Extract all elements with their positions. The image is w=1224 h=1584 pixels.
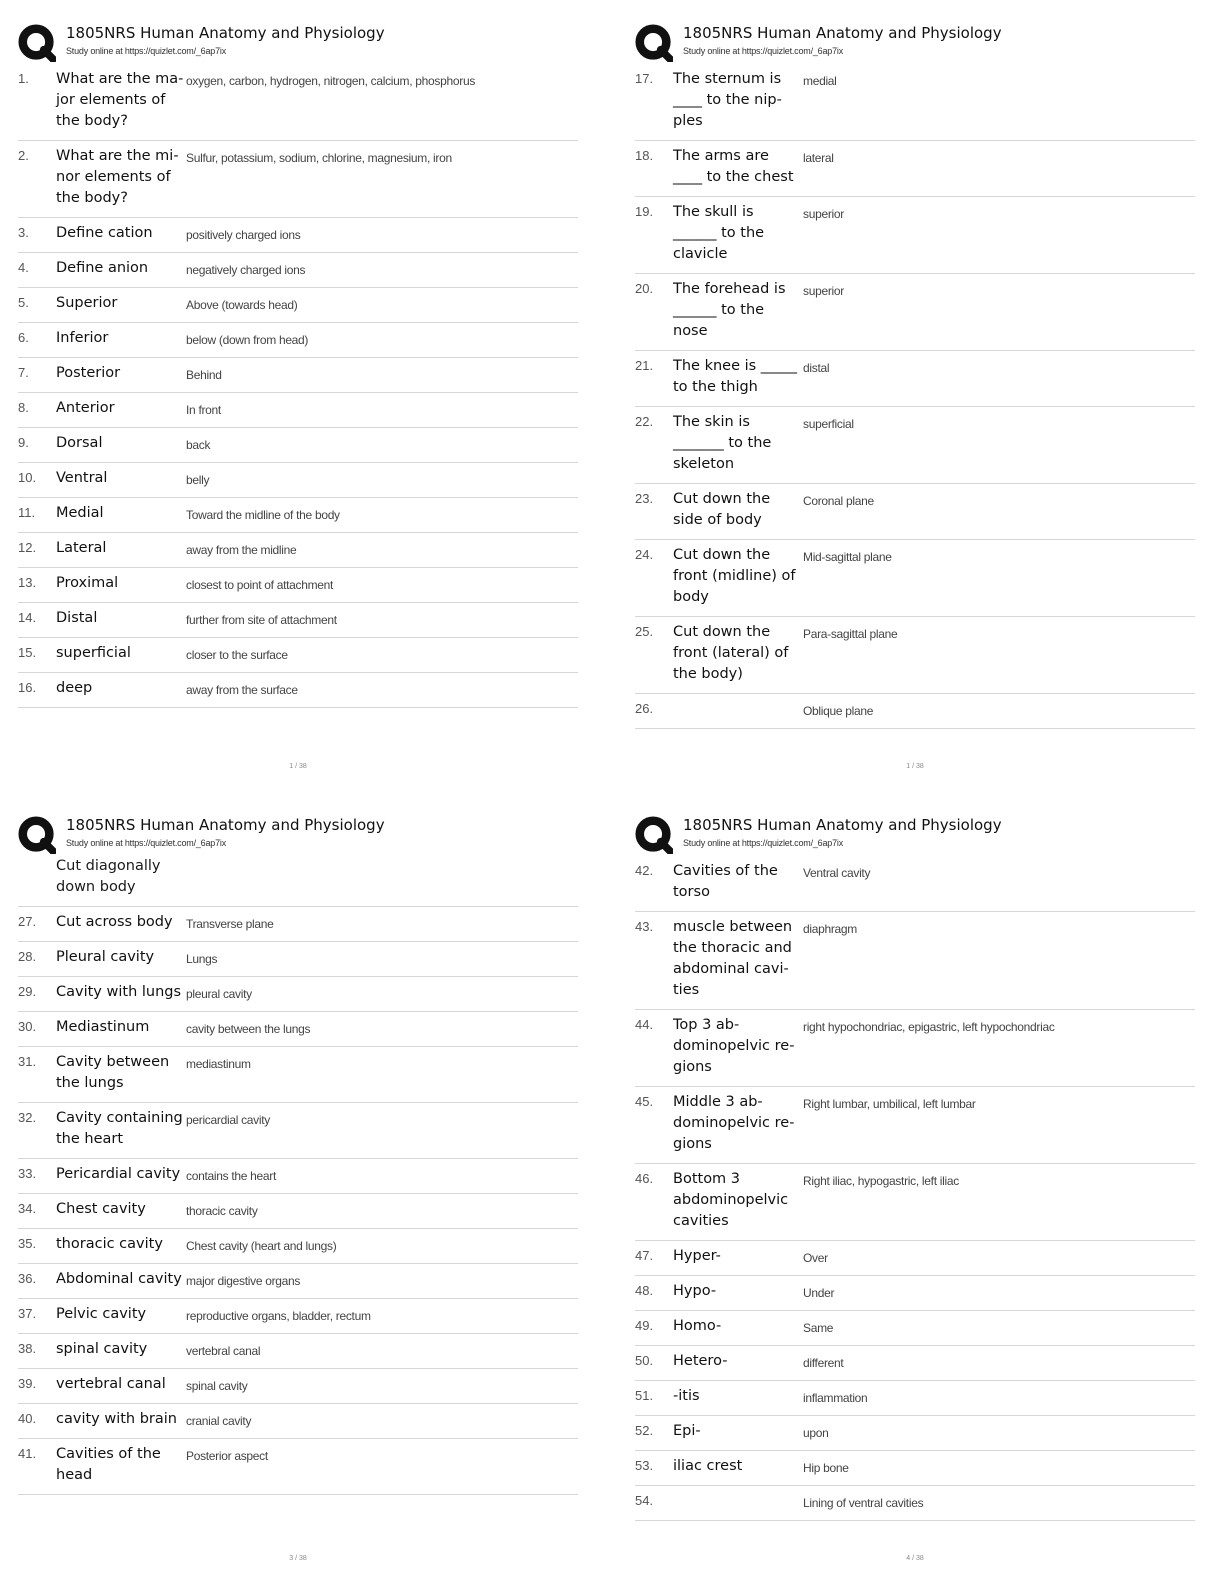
quizlet-logo-icon	[18, 816, 56, 854]
page-subtitle: Study online at https://quizlet.com/_6ap7ix	[683, 838, 844, 848]
page-header	[635, 18, 1195, 64]
card-number: 12.	[18, 540, 37, 555]
page-subtitle: Study online at https://quizlet.com/_6ap7ix	[66, 46, 227, 56]
page-1	[18, 18, 578, 788]
card-term: Top 3 ab- dominopelvic re- gions	[673, 1017, 795, 1075]
card-number: 35.	[18, 1236, 37, 1251]
card-definition: positively charged ions	[186, 228, 301, 242]
card-term: Define anion	[56, 260, 149, 276]
flashcard-row	[635, 1087, 1195, 1164]
card-definition: pericardial cavity	[186, 1113, 270, 1127]
page-number: 1 / 38	[289, 763, 307, 770]
flashcard-row	[18, 1264, 578, 1299]
card-term: thoracic cavity	[56, 1236, 163, 1252]
flashcard-row	[635, 141, 1195, 197]
card-number: 24.	[635, 547, 654, 562]
card-number: 36.	[18, 1271, 37, 1286]
card-definition: Under	[803, 1286, 835, 1300]
card-definition: closer to the surface	[186, 648, 288, 662]
card-term: Hetero-	[673, 1353, 728, 1369]
flashcard-row	[18, 141, 578, 218]
card-definition: Behind	[186, 368, 222, 382]
flashcard-row	[18, 428, 578, 463]
card-term: Posterior	[56, 365, 121, 381]
card-term: Hypo-	[673, 1283, 717, 1299]
card-term: Cavities of the torso	[673, 863, 778, 900]
card-number: 47.	[635, 1248, 654, 1263]
card-definition: lateral	[803, 151, 834, 165]
flashcard-row	[18, 1404, 578, 1439]
card-term: Pleural cavity	[56, 949, 155, 965]
card-definition: pleural cavity	[186, 987, 252, 1001]
page-header	[18, 810, 578, 856]
card-definition: back	[186, 438, 211, 452]
card-definition: Mid-sagittal plane	[803, 550, 892, 564]
card-term: Pelvic cavity	[56, 1306, 147, 1322]
card-number: 53.	[635, 1458, 654, 1473]
page-4	[635, 810, 1195, 1580]
card-term: Cavity with lungs	[56, 984, 182, 1000]
flashcard-row	[635, 64, 1195, 141]
flashcard-row	[18, 1159, 578, 1194]
card-definition: Chest cavity (heart and lungs)	[186, 1239, 337, 1253]
card-definition: mediastinum	[186, 1057, 251, 1071]
card-number: 10.	[18, 470, 37, 485]
card-definition: Same	[803, 1321, 834, 1335]
flashcard-row	[635, 617, 1195, 694]
card-term: Hyper-	[673, 1248, 721, 1264]
card-number: 14.	[18, 610, 37, 625]
card-term: Distal	[56, 610, 98, 626]
card-number: 29.	[18, 984, 37, 999]
flashcard-row	[635, 540, 1195, 617]
page-number: 4 / 38	[906, 1555, 924, 1562]
card-term: spinal cavity	[56, 1341, 148, 1357]
card-term	[673, 699, 803, 720]
card-number: 16.	[18, 680, 37, 695]
page-number: 3 / 38	[289, 1555, 307, 1562]
card-term: -itis	[673, 1388, 700, 1404]
card-term: deep	[56, 680, 93, 696]
flashcard-row	[635, 1010, 1195, 1087]
card-number: 4.	[18, 260, 29, 275]
flashcard-row	[635, 1486, 1195, 1521]
card-term: Lateral	[56, 540, 107, 556]
card-definition: Lining of ventral cavities	[803, 1496, 924, 1510]
card-definition: superior	[803, 284, 844, 298]
flashcard-row	[635, 197, 1195, 274]
card-term: The skin is _______ to the skeleton	[673, 414, 772, 472]
card-number: 51.	[635, 1388, 654, 1403]
flashcard-row	[18, 673, 578, 708]
card-term: Dorsal	[56, 435, 103, 451]
card-number: 37.	[18, 1306, 37, 1321]
card-definition: diaphragm	[803, 922, 858, 936]
card-definition: Toward the midline of the body	[186, 508, 340, 522]
flashcard-row	[18, 1439, 578, 1495]
card-term: Superior	[56, 295, 118, 311]
quizlet-logo-icon	[635, 24, 673, 62]
flashcard-row	[635, 1346, 1195, 1381]
card-number: 32.	[18, 1110, 37, 1125]
card-number: 43.	[635, 919, 654, 934]
card-term: Anterior	[56, 400, 115, 416]
card-definition: Right iliac, hypogastric, left iliac	[803, 1174, 959, 1188]
flashcard-list	[18, 64, 578, 708]
card-definition: Coronal plane	[803, 494, 874, 508]
card-definition: medial	[803, 74, 837, 88]
card-term: Cut down the front (midline) of body	[673, 547, 796, 605]
card-number: 44.	[635, 1017, 654, 1032]
card-number: 30.	[18, 1019, 37, 1034]
card-definition: thoracic cavity	[186, 1204, 258, 1218]
flashcard-row	[18, 638, 578, 673]
flashcard-row	[18, 1194, 578, 1229]
quizlet-logo-icon	[18, 24, 56, 62]
card-definition: Over	[803, 1251, 828, 1265]
flashcard-row	[18, 1229, 578, 1264]
card-term: The knee is _____ to the thigh	[673, 358, 798, 395]
page-number: 1 / 38	[906, 763, 924, 770]
card-number: 33.	[18, 1166, 37, 1181]
card-definition: Above (towards head)	[186, 298, 298, 312]
flashcard-row	[18, 942, 578, 977]
card-term: Medial	[56, 505, 104, 521]
card-definition: oxygen, carbon, hydrogen, nitrogen, calcium, phosphorus	[186, 74, 476, 88]
card-definition: away from the midline	[186, 543, 297, 557]
card-number: 50.	[635, 1353, 654, 1368]
flashcard-row	[635, 694, 1195, 729]
card-definition: reproductive organs, bladder, rectum	[186, 1309, 371, 1323]
flashcard-row	[18, 603, 578, 638]
card-number: 22.	[635, 414, 654, 429]
card-definition: Hip bone	[803, 1461, 849, 1475]
card-term: cavity with brain	[56, 1411, 177, 1427]
card-definition: superficial	[803, 417, 854, 431]
card-number: 27.	[18, 914, 37, 929]
card-term: Epi-	[673, 1423, 701, 1439]
flashcard-row	[18, 907, 578, 942]
card-definition: closest to point of attachment	[186, 578, 334, 592]
page-title: 1805NRS Human Anatomy and Physiology	[66, 816, 385, 834]
flashcard-row	[18, 1334, 578, 1369]
card-definition: Posterior aspect	[186, 1449, 268, 1463]
card-term: What are the ma- jor elements of the body?	[56, 71, 184, 129]
flashcard-row	[18, 1369, 578, 1404]
card-term: superficial	[56, 645, 131, 661]
card-number: 54.	[635, 1493, 654, 1508]
page-title: 1805NRS Human Anatomy and Physiology	[66, 24, 385, 42]
flashcard-row	[635, 1451, 1195, 1486]
card-term: Homo-	[673, 1318, 722, 1334]
card-definition: inflammation	[803, 1391, 868, 1405]
card-number: 13.	[18, 575, 37, 590]
card-term: muscle between the thoracic and abdominal cavi- ties	[673, 919, 793, 998]
flashcard-row	[635, 407, 1195, 484]
card-term: Mediastinum	[56, 1019, 150, 1035]
card-term: Middle 3 ab- dominopelvic re- gions	[673, 1094, 795, 1152]
card-number: 21.	[635, 358, 654, 373]
page-header	[635, 810, 1195, 856]
card-number: 39.	[18, 1376, 37, 1391]
card-number: 9.	[18, 435, 29, 450]
card-definition: Lungs	[186, 952, 218, 966]
flashcard-row	[635, 1311, 1195, 1346]
card-number: 48.	[635, 1283, 654, 1298]
flashcard-row	[18, 323, 578, 358]
card-number: 38.	[18, 1341, 37, 1356]
flashcard-list	[18, 907, 578, 1495]
continued-term: Cut diagonally down body	[18, 856, 578, 907]
card-number: 8.	[18, 400, 29, 415]
card-term: Cavity containing the heart	[56, 1110, 183, 1147]
card-number: 45.	[635, 1094, 654, 1109]
card-term: Bottom 3 abdominopelvic cavities	[673, 1171, 789, 1229]
flashcard-row	[635, 912, 1195, 1010]
flashcard-row	[635, 1416, 1195, 1451]
flashcard-row	[18, 1047, 578, 1103]
card-definition: upon	[803, 1426, 829, 1440]
card-number: 3.	[18, 225, 29, 240]
flashcard-row	[18, 977, 578, 1012]
card-number: 7.	[18, 365, 29, 380]
card-definition: major digestive organs	[186, 1274, 301, 1288]
card-term: Inferior	[56, 330, 109, 346]
card-definition: Right lumbar, umbilical, left lumbar	[803, 1097, 976, 1111]
card-definition: cavity between the lungs	[186, 1022, 311, 1036]
card-definition: distal	[803, 361, 830, 375]
page-subtitle: Study online at https://quizlet.com/_6ap7ix	[66, 838, 227, 848]
page-3	[18, 810, 578, 1580]
card-definition: vertebral canal	[186, 1344, 261, 1358]
flashcard-row	[635, 1241, 1195, 1276]
card-number: 34.	[18, 1201, 37, 1216]
card-definition: different	[803, 1356, 844, 1370]
card-definition: belly	[186, 473, 210, 487]
page-subtitle: Study online at https://quizlet.com/_6ap7ix	[683, 46, 844, 56]
card-term: Cut down the side of body	[673, 491, 771, 528]
card-definition: Oblique plane	[803, 704, 874, 718]
card-number: 40.	[18, 1411, 37, 1426]
card-number: 26.	[635, 701, 654, 716]
card-term: Proximal	[56, 575, 119, 591]
card-number: 11.	[18, 505, 36, 520]
card-term: Cut down the front (lateral) of the body)	[673, 624, 789, 682]
card-definition: Ventral cavity	[803, 866, 871, 880]
flashcard-row	[635, 1276, 1195, 1311]
card-number: 23.	[635, 491, 654, 506]
card-term: What are the mi- nor elements of the body?	[56, 148, 179, 206]
flashcard-row	[18, 533, 578, 568]
flashcard-row	[635, 1381, 1195, 1416]
card-number: 25.	[635, 624, 654, 639]
page-2	[635, 18, 1195, 788]
card-term: Ventral	[56, 470, 108, 486]
flashcard-row	[18, 253, 578, 288]
card-number: 28.	[18, 949, 37, 964]
card-term: Abdominal cavity	[56, 1271, 182, 1287]
flashcard-row	[635, 484, 1195, 540]
flashcard-row	[18, 463, 578, 498]
flashcard-row	[18, 64, 578, 141]
card-definition: Para-sagittal plane	[803, 627, 898, 641]
flashcard-row	[18, 498, 578, 533]
card-number: 5.	[18, 295, 29, 310]
card-number: 52.	[635, 1423, 654, 1438]
flashcard-list	[635, 64, 1195, 729]
quizlet-logo-icon	[635, 816, 673, 854]
flashcard-row	[18, 358, 578, 393]
card-number: 41.	[18, 1446, 37, 1461]
card-definition: Sulfur, potassium, sodium, chlorine, magnesium, iron	[186, 151, 452, 165]
flashcard-row	[635, 856, 1195, 912]
page-title: 1805NRS Human Anatomy and Physiology	[683, 816, 1002, 834]
card-number: 1.	[18, 71, 29, 86]
card-number: 6.	[18, 330, 29, 345]
flashcard-row	[18, 218, 578, 253]
card-number: 15.	[18, 645, 37, 660]
flashcard-row	[18, 568, 578, 603]
card-number: 49.	[635, 1318, 654, 1333]
card-number: 31.	[18, 1054, 37, 1069]
card-definition: further from site of attachment	[186, 613, 337, 627]
card-definition: Transverse plane	[186, 917, 274, 931]
page-header	[18, 18, 578, 64]
card-definition: cranial cavity	[186, 1414, 252, 1428]
page-title: 1805NRS Human Anatomy and Physiology	[683, 24, 1002, 42]
card-term: iliac crest	[673, 1458, 743, 1474]
card-term: Define cation	[56, 225, 153, 241]
flashcard-row	[18, 393, 578, 428]
card-definition: away from the surface	[186, 683, 298, 697]
card-term	[673, 1491, 803, 1512]
card-number: 46.	[635, 1171, 654, 1186]
card-number: 18.	[635, 148, 654, 163]
flashcard-row	[18, 1299, 578, 1334]
card-number: 42.	[635, 863, 654, 878]
card-definition: superior	[803, 207, 844, 221]
card-term: Cavities of the head	[56, 1446, 161, 1483]
card-term: Pericardial cavity	[56, 1166, 181, 1182]
card-term: The arms are ____ to the chest	[673, 148, 794, 185]
flashcard-row	[18, 1103, 578, 1159]
card-number: 2.	[18, 148, 29, 163]
card-definition: negatively charged ions	[186, 263, 306, 277]
card-definition: In front	[186, 403, 221, 417]
card-term: The sternum is ____ to the nip- ples	[673, 71, 782, 129]
flashcard-row	[635, 1164, 1195, 1241]
card-term: The forehead is ______ to the nose	[673, 281, 786, 339]
flashcard-list	[635, 856, 1195, 1521]
card-term: Cavity between the lungs	[56, 1054, 170, 1091]
card-term: Cut across body	[56, 914, 173, 930]
flashcard-row	[18, 288, 578, 323]
flashcard-row	[635, 274, 1195, 351]
card-number: 20.	[635, 281, 654, 296]
card-number: 19.	[635, 204, 654, 219]
card-term: The skull is ______ to the clavicle	[673, 204, 765, 262]
flashcard-row	[18, 1012, 578, 1047]
card-definition: contains the heart	[186, 1169, 276, 1183]
card-term: Chest cavity	[56, 1201, 146, 1217]
card-definition: spinal cavity	[186, 1379, 248, 1393]
card-term: vertebral canal	[56, 1376, 166, 1392]
flashcard-row	[635, 351, 1195, 407]
card-number: 17.	[635, 71, 654, 86]
card-definition: below (down from head)	[186, 333, 309, 347]
card-definition: right hypochondriac, epigastric, left hypochondriac	[803, 1020, 1055, 1034]
